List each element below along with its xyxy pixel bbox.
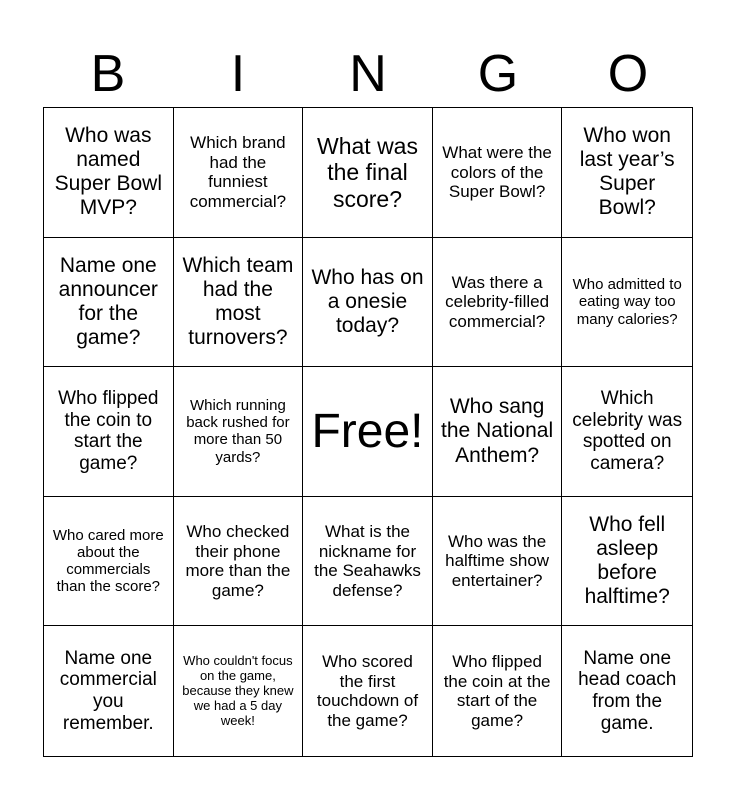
bingo-cell[interactable]: Name one commercial you remember. bbox=[44, 626, 174, 756]
header-letter-o: O bbox=[607, 45, 649, 103]
bingo-cell[interactable]: Who flipped the coin at the start of the game? bbox=[433, 626, 563, 756]
bingo-cell[interactable]: Who won last year’s Super Bowl? bbox=[562, 108, 692, 238]
bingo-cell[interactable]: Name one head coach from the game. bbox=[578, 647, 677, 735]
bingo-header bbox=[43, 40, 693, 108]
free-space-cell[interactable]: Free! bbox=[303, 367, 433, 497]
bingo-cell[interactable]: Who has on a onesie today? bbox=[303, 238, 433, 368]
bingo-cell[interactable]: Who was the halftime show entertainer? bbox=[433, 497, 563, 627]
bingo-cell[interactable]: Who sang the National Anthem? bbox=[433, 367, 563, 497]
bingo-cell[interactable]: Who checked their phone more than the game? bbox=[174, 497, 304, 627]
header-letter-g: G bbox=[477, 45, 519, 103]
bingo-cell[interactable]: Who admitted to eating way too many calories? bbox=[562, 238, 692, 368]
bingo-grid bbox=[43, 107, 693, 757]
header-letter-i: I bbox=[230, 45, 246, 103]
bingo-cell[interactable]: Was there a celebrity-filled commercial? bbox=[433, 238, 563, 368]
bingo-cell[interactable]: What was the final score? bbox=[303, 108, 433, 238]
header-letter-b: B bbox=[90, 45, 126, 103]
bingo-cell[interactable]: Who was named Super Bowl MVP? bbox=[44, 108, 174, 238]
bingo-cell[interactable]: Which team had the most turnovers? bbox=[174, 238, 304, 368]
header-letter-n: N bbox=[349, 45, 387, 103]
bingo-cell[interactable]: What is the nickname for the Seahawks defense? bbox=[303, 497, 433, 627]
bingo-cell[interactable]: What were the colors of the Super Bowl? bbox=[433, 108, 563, 238]
bingo-cell[interactable]: Who cared more about the commercials than the score? bbox=[44, 497, 174, 627]
bingo-cell[interactable]: Which running back rushed for more than 50 yards? bbox=[174, 367, 304, 497]
bingo-cell[interactable]: Who flipped the coin to start the game? bbox=[44, 367, 174, 497]
bingo-cell[interactable]: Name one announcer for the game? bbox=[44, 238, 174, 368]
bingo-cell[interactable]: Which brand had the funniest commercial? bbox=[174, 108, 304, 238]
bingo-cell[interactable]: Which celebrity was spotted on camera? bbox=[562, 367, 692, 497]
bingo-cell[interactable]: Who fell asleep before halftime? bbox=[562, 497, 692, 627]
bingo-cell[interactable]: Who scored the first touchdown of the game? bbox=[303, 626, 433, 756]
bingo-cell[interactable]: Who couldn't focus on the game, because they knew we had a 5 day week! bbox=[174, 626, 304, 756]
